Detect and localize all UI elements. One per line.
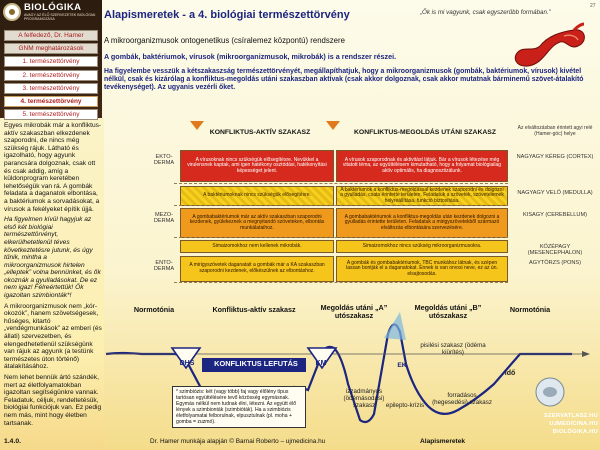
active-phase-cell: A vírusoknak nincs szükségük elősegítésre. Nevükkel a virulensnek kaptak, ami igen hatékony osztódási, hatékonyítási képességet jelent. (180, 150, 334, 182)
germ-layer-divider (174, 282, 508, 283)
brain-relay-label: NAGYAGY KÉREG (CORTEX) (516, 154, 594, 160)
healing-phase-cell: A vírusok szaporodnak és aktivitást látjuk. Bár a vírusok létezése még vitatott téma, az együttélésem kimutatható, hogy a folyamat biológiailag aktív optimális, ha diagnosztizálunk. (336, 150, 508, 182)
page-title: Alapismeretek - a 4. biológiai természettörvény (104, 9, 350, 21)
nav-item-2[interactable]: GNM meghatározások (4, 43, 98, 54)
active-phase-cell: Simaizomokhoz nem kellenek mikrobák. (180, 240, 334, 253)
phase-healing-b: Megoldás utáni „B” utószakasz (414, 303, 482, 320)
nav-item-5[interactable]: 3. természettörvény (4, 83, 98, 94)
healing-phase-cell: Simaizomokhoz nincs szükség mikroorganizmusokra. (336, 240, 508, 253)
nav-item-3[interactable]: 1. természettörvény (4, 56, 98, 67)
time-label: idő (504, 370, 516, 377)
brand-emblem-icon (3, 3, 21, 21)
left-paragraph: Nem lehet bennük ártó szándék, mert az életfolyamatokban igazoltan segítségünkre vannak. Feladatuk, céljuk, rendeltetésük, biológiai funkciójuk van. Ez pedig nem más, mint hogy életben tartsanak. (4, 374, 102, 427)
stomach-illustration-icon (504, 22, 590, 74)
brain-relay-label: KISAGY (CEREBELLUM) (523, 212, 587, 218)
left-paragraph: Egyes mikrobák már a konfliktus-aktív szakaszban elkezdenek szaporodni, de nincs még szükség rájuk. Látható és igazolható, hogy agyunk parancsára dolgoznak, csak ott és csak addig, amíg a küldonprogram keretében lehetőségük van rá. A gombák feladata a daganatok elbontása, a baktériumok a sorvadásokat, a vírusok a fekélyeket építik újjá. (4, 122, 102, 213)
left-paragraph: A mikroorganizmusok nem „kór-okozók”, hanem szövetségesek, hűséges, kitartó „vendégmunkások” az emberi (és állati) szervezetben, és elengedhetetlenül szükségünk van rájuk az agyunk (a testünk természetes úton történő) átalakításához. (4, 302, 102, 371)
germ-layer-divider (174, 183, 508, 184)
healing-phase-cell: A gombák és gombabaktériumok, TBC munkához látnak, és szépen lassan bontják el a daganatokat. Ennek is van orvosi neve, ez az ún. elsajtosodás. (336, 256, 508, 282)
brand-sites (532, 412, 598, 446)
active-phase-cell: A gombabaktériumok már az aktív szakaszban szaporodni kezdenek, gyülekeznek a megnyitandó szöveteken, elbontás munkálataihoz. (180, 208, 334, 238)
km-label: KM (315, 360, 327, 367)
germ-layer-label: EKTO-DERMA (153, 154, 175, 167)
healing-phase-cell: A gombabaktériumok a konfliktus-megoldás után kezdenek dolgozni a gyulladás érintette területen. Feladatuk a mirigyszövetekből származó elváltozás elbontására szervezésére. (336, 208, 508, 238)
mucus-phase-label: pisilési szakasz (ödéma kiürítés) (420, 342, 486, 356)
time-arrow-icon (582, 351, 590, 357)
header-quote: „Ők is mi vagyunk, csak egyszerűbb formában.” (420, 9, 551, 16)
conflict-course-label: KONFLIKTUS LEFUTÁS (214, 359, 298, 368)
slide-id: 1.4.0. (4, 438, 22, 445)
ek-label: EK (397, 362, 407, 369)
site-link[interactable]: SZERVATLASZ.HU (543, 413, 598, 419)
germ-layer-label: MEZO-DERMA (153, 212, 175, 225)
brain-relay-label: AGYTÖRZS (PONS) (529, 260, 581, 266)
germ-layer-divider (174, 237, 508, 238)
site-link[interactable]: BIOLÓGIKA.HU (552, 429, 598, 435)
sidebar-nav (4, 30, 98, 122)
footer-section: Alapismeretek (420, 438, 466, 445)
brain-relay-label: NAGYAGY VELŐ (MEDULLA) (517, 190, 593, 196)
active-phase-cell: A mirigyszövetek daganatait a gombák már a KA szakaszban szaporodni kezdenek, előkészülnek az elbontáshoz. (180, 256, 334, 282)
brand-tagline: AVAGY AZ ÉLŐ SZERVEZETEK BIOLÓGIAI PROGRAMOZÁSA (24, 13, 96, 21)
left-body-text (4, 122, 102, 430)
brand-name: BIOLÓGIKA (24, 2, 82, 13)
phase-healing-a: Megoldás utáni „A” utószakasz (320, 303, 388, 320)
phase-normotonia-end: Normotónia (509, 305, 551, 314)
footer-credit: Dr. Hamer munkája alapján © Barnai Roberto – ujmedicina.hu (150, 438, 326, 445)
brain-relay-label: KÖZÉPAGY (MESENCEPHALON) (527, 244, 583, 257)
dhs-label: DHS (179, 360, 195, 367)
col-head-healing: KONFLIKTUS-MEGOLDÁS UTÁNI SZAKASZ (354, 129, 496, 136)
nav-item-4[interactable]: 2. természettörvény (4, 70, 98, 81)
scar-phase-label: forradásos (hegesedési) szakasz (432, 392, 492, 406)
germ-illustration-core (543, 387, 557, 397)
col-head-active: KONFLIKTUS-AKTÍV SZAKASZ (209, 129, 311, 136)
germ-layer-label: ENTO-DERMA (153, 260, 175, 273)
page-number: 27 (590, 3, 596, 9)
left-paragraph: Ha figyelmen kívül hagyjuk az első két biológiai természettörvényt, elkerülhetetlenül téves következtetésre jutunk, és úgy tűnik, mintha a mikroorganizmusok hirtelen „elleptek” volna bennünket, és ők okoznák a gyulladásokat. De ez nem igaz! Félreértettük! Ők igazoltan szimbionták*! (4, 216, 101, 300)
phase-normotonia-start: Normotónia (133, 305, 175, 314)
swelling-phase-label: izzadmányos (ödémásodási) szakasz (343, 388, 385, 409)
description-text: Ha figyelembe vesszük a kétszakaszság természettörvényét, megállapíthatjuk, hogy a mikroorganizmusok (gombák, baktériumok, vírusok) kivétel nélkül, csak és kizárólag a konfliktus-megoldás utáni szakaszban aktívak (csak akkor dolgoznak, csak akkor mutatnak bárminemű szövet-átalakító tevékenységet). Az ugyanis vezérli őket. (104, 68, 584, 92)
page-subtitle: A mikroorganizmusok ontogenetikus (csíralemez központú) rendszere (104, 36, 345, 45)
phase-conflict-active: Konfliktus-aktív szakasz (212, 305, 296, 314)
symbiosis-footnote: * szimbiózis: két (vagy több) faj vagy élőlény típus tartósan együttélésére tevő közösség egymásnak. Egymás nélkül nem tudnak élni, létezni. Az együtt élő lények a szimbionták (szimbióták). Ha a szimbiózis életfolyamatai felborulnak, elpusztulnak (pl. moha + gomba = zuzmó). (172, 386, 306, 428)
nav-item-1[interactable]: A felfedező, Dr. Hamer (4, 30, 98, 41)
site-link[interactable]: UJMEDICINA.HU (549, 421, 598, 427)
lead-text: A gombák, baktériumok, vírusok (mikroorganizmusok, mikrobák) is a rendszer részei. (104, 52, 397, 61)
epicrisis-label: epilepto-krízis (385, 402, 425, 409)
germ-layer-divider (174, 205, 508, 206)
brand-logo[interactable] (2, 2, 100, 28)
col-head-organ: Az elváltozásban érintett agyi relé (Hamer-góc) helye (517, 125, 593, 137)
nav-item-7[interactable]: 5. természettörvény (4, 109, 98, 120)
healing-phase-cell: A baktériumok a konfliktus-megoldással kezdenek szaporodni és dolgozni a gyulladás, csata érintette területen. Feladatuk a szövetek, szövetelemek helyreállítása, funkció biztosítása. (336, 186, 508, 206)
nav-item-6[interactable]: 4. természettörvény (4, 96, 98, 107)
active-phase-cell: A baktériumoknak nincs szükségük elősegítésre. (180, 186, 334, 206)
